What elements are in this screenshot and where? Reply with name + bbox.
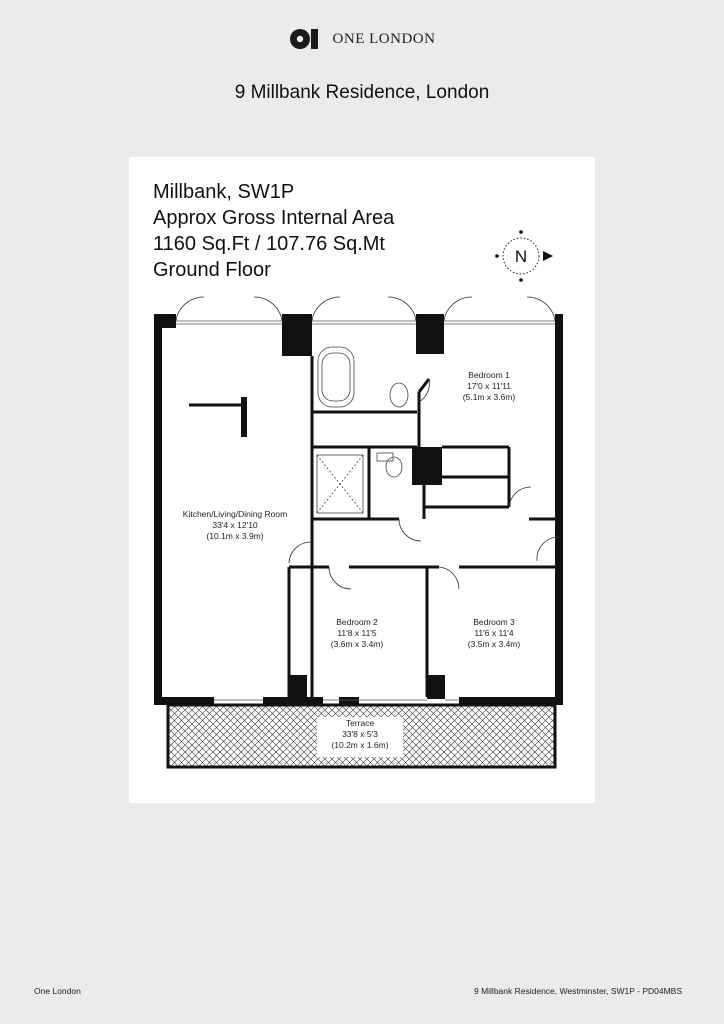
kitchen-imperial: 33'4 x 12'10 [212, 520, 258, 530]
kitchen-name: Kitchen/Living/Dining Room [182, 509, 288, 519]
terrace-metric: (10.2m x 1.6m) [331, 740, 389, 750]
document-title: 9 Millbank Residence, London [234, 82, 490, 103]
door-swings [176, 297, 559, 589]
bedroom1-metric: (5.1m x 3.6m) [462, 392, 516, 402]
footer-reference: 9 Millbank Residence, Westminster, SW1P - PD04MBS [473, 986, 682, 996]
floorplan-location: Millbank, SW1P [153, 181, 295, 203]
floorplan-floor-name: Ground Floor [153, 259, 271, 281]
bedroom3-name: Bedroom 3 [473, 617, 515, 627]
bedroom1-imperial: 17'0 x 11'11 [466, 381, 512, 391]
terrace-imperial: 33'8 x 5'3 [342, 729, 378, 739]
bedroom3-imperial: 11'6 x 11'4 [474, 628, 514, 638]
floorplan-sheet [129, 157, 595, 803]
kitchen-metric: (10.1m x 3.9m) [206, 531, 264, 541]
one-london-logo-icon [289, 26, 327, 52]
bedroom2-metric: (3.6m x 3.4m) [330, 639, 384, 649]
terrace-name: Terrace [345, 718, 375, 728]
bathroom-fixtures [317, 347, 408, 513]
footer-company: One London [34, 986, 81, 996]
north-compass-icon [495, 223, 553, 289]
floorplan-area-caption: Approx Gross Internal Area [153, 207, 395, 229]
compass-label: N [514, 247, 528, 266]
floorplan-area-value: 1160 Sq.Ft / 107.76 Sq.Mt [153, 233, 385, 255]
brand-name: ONE LONDON [332, 30, 436, 47]
bedroom1-name: Bedroom 1 [468, 370, 510, 380]
bedroom3-metric: (3.5m x 3.4m) [467, 639, 521, 649]
brand-header [0, 26, 724, 52]
room-labels [183, 370, 521, 750]
floorplan-heading [153, 179, 394, 283]
bedroom2-imperial: 11'8 x 11'5 [337, 628, 377, 638]
bedroom2-name: Bedroom 2 [336, 617, 378, 627]
